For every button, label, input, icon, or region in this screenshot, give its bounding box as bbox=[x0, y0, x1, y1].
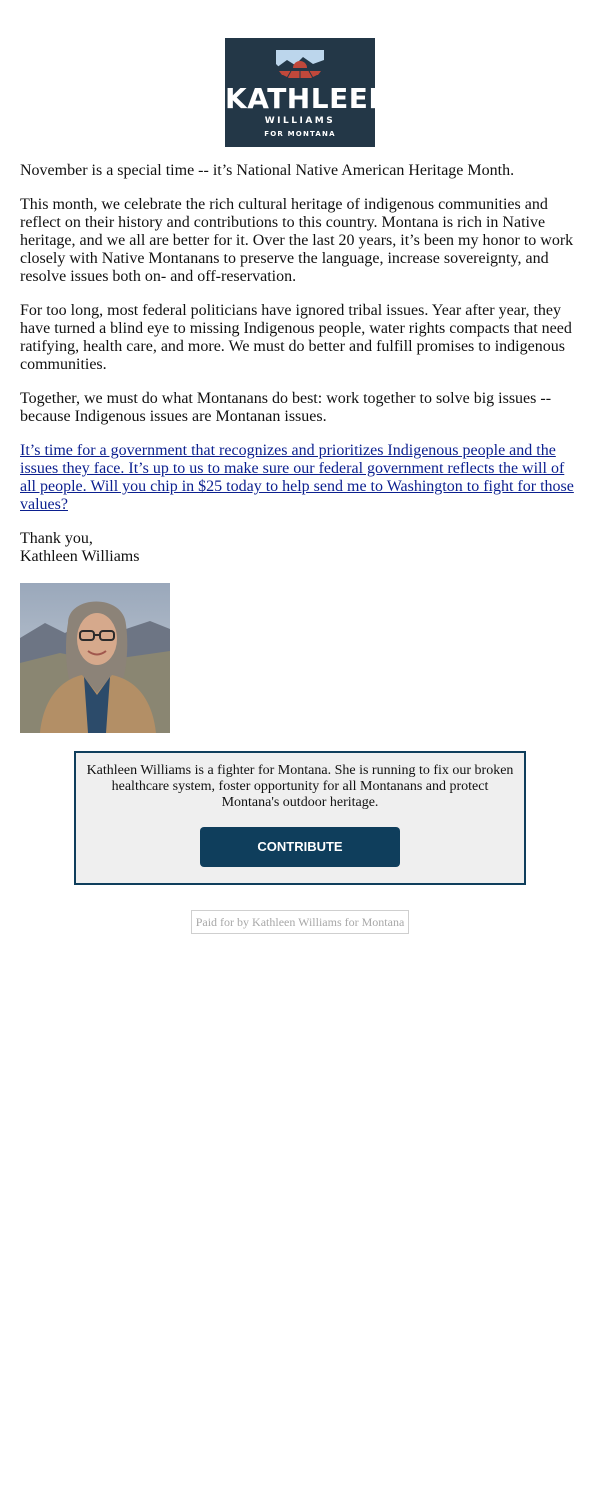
donate-link[interactable]: It’s time for a government that recognizes and prioritizes Indigenous people and the issues they face. It’s up to us to make sure our federal government reflects the will of all people. Will you chip in $25 today to help send me to Washington to fight for those values? bbox=[20, 442, 574, 513]
candidate-photo bbox=[20, 583, 170, 733]
callout-text: Kathleen Williams is a fighter for Montana. She is running to fix our broken healthcare system, foster opportunity for all Montanans and protect Montana's outdoor heritage. bbox=[86, 763, 514, 810]
paragraph-intro: November is a special time -- it’s National Native American Heritage Month. bbox=[20, 162, 515, 179]
contribute-callout bbox=[74, 751, 526, 885]
logo-subtitle: WILLIAMS bbox=[264, 116, 336, 126]
campaign-logo bbox=[225, 38, 393, 147]
email-body bbox=[20, 162, 578, 582]
signoff-signature: Kathleen Williams bbox=[20, 548, 140, 565]
paragraph-federal-politicians: For too long, most federal politicians have ignored tribal issues. Year after year, they have turned a blind eye to missing Indigenous people, water rights compacts that need ratifying, health care, and more. We must do better and fulfill promises to indigenous communities. bbox=[20, 302, 572, 373]
paragraph-together: Together, we must do what Montanans do best: work together to solve big issues -- because Indigenous issues are Montanan issues. bbox=[20, 390, 552, 425]
paid-for-disclaimer: Paid for by Kathleen Williams for Montana bbox=[191, 910, 409, 934]
paragraph-celebrate: This month, we celebrate the rich cultural heritage of indigenous communities and reflect on their history and contributions to this country. Montana is rich in Native heritage, and we all are better for it. Over the last 20 years, it’s been my honor to work closely with Native Montanans to preserve the language, increase sovereignty, and resolve issues both on- and off-reservation. bbox=[20, 196, 574, 285]
logo-tagline: FOR MONTANA bbox=[264, 130, 336, 138]
logo-name: KATHLEEN bbox=[225, 82, 393, 115]
signoff-thanks: Thank you, bbox=[20, 530, 93, 547]
contribute-button[interactable]: CONTRIBUTE bbox=[200, 827, 400, 867]
